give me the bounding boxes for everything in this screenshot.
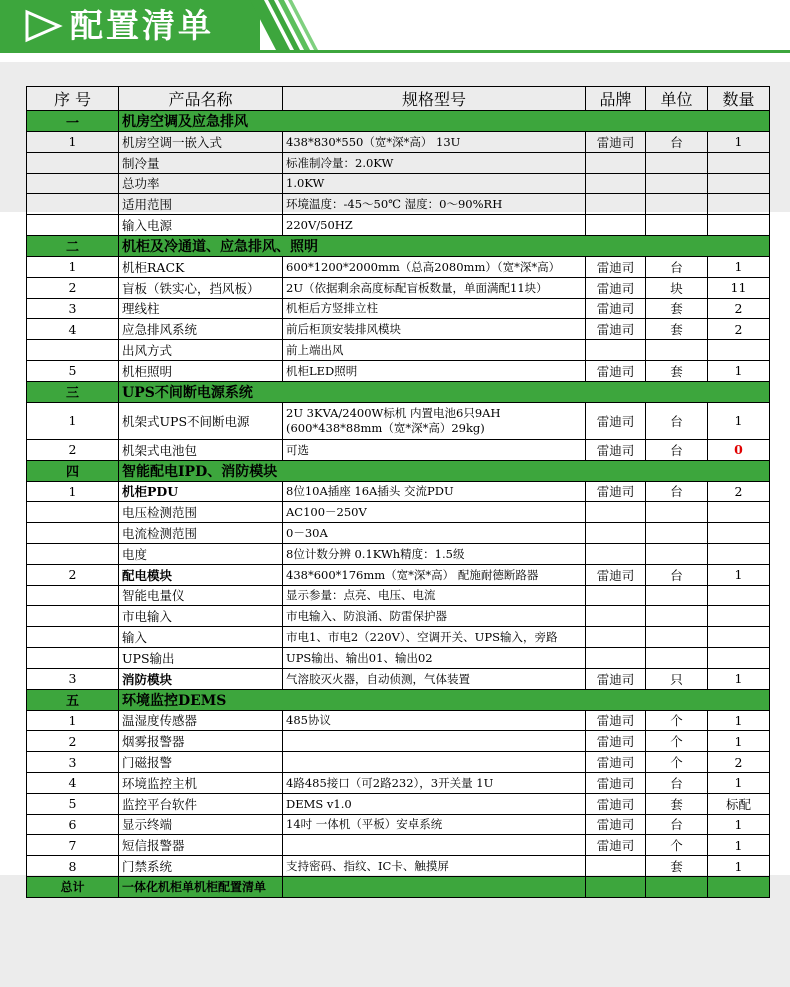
item-quantity: 1 [708,731,770,752]
item-brand: 雷迪司 [586,277,646,298]
item-spec: 机柜LED照明 [283,360,586,381]
item-quantity [708,647,770,668]
item-quantity: 1 [708,668,770,689]
table-row [27,277,770,298]
item-brand [586,856,646,877]
table-row [27,523,770,544]
item-number: 2 [27,439,119,460]
table-row [27,585,770,606]
table-row [27,298,770,319]
item-quantity [708,215,770,236]
table-row [27,710,770,731]
item-spec: 显示参量：点亮、电压、电流 [283,585,586,606]
item-spec: 气溶胶灭火器，自动侦测，气体装置 [283,668,586,689]
item-name: 智能电量仪 [119,585,283,606]
item-spec: 可选 [283,439,586,460]
header-cell-qty: 数量 [708,87,770,111]
item-name: 机柜PDU [119,481,283,502]
item-spec: 市电输入、防浪涌、防雷保护器 [283,606,586,627]
item-spec: 14吋 一体机（平板）安卓系统 [283,814,586,835]
item-unit: 台 [646,564,708,585]
item-quantity: 11 [708,277,770,298]
item-number: 3 [27,752,119,773]
item-number: 1 [27,256,119,277]
section-number: 三 [27,381,119,402]
item-name: 机柜照明 [119,360,283,381]
section-title: 环境监控DEMS [119,689,770,710]
item-brand [586,627,646,648]
item-quantity [708,606,770,627]
item-name: 电度 [119,543,283,564]
item-unit: 台 [646,402,708,439]
section-row [27,460,770,481]
total-empty-brand [586,876,646,897]
item-unit: 个 [646,731,708,752]
item-quantity: 1 [708,710,770,731]
item-unit: 台 [646,132,708,153]
table-row [27,132,770,153]
item-unit: 套 [646,360,708,381]
item-brand [586,152,646,173]
item-brand: 雷迪司 [586,256,646,277]
item-quantity: 1 [708,256,770,277]
item-unit [646,606,708,627]
item-spec: DEMS v1.0 [283,793,586,814]
item-name: 总功率 [119,173,283,194]
item-unit: 套 [646,793,708,814]
item-brand [586,647,646,668]
item-unit [646,173,708,194]
item-quantity: 1 [708,564,770,585]
header-cell-brand: 品牌 [586,87,646,111]
item-number: 1 [27,710,119,731]
item-name: 市电输入 [119,606,283,627]
item-number [27,585,119,606]
item-quantity: 2 [708,481,770,502]
header-cell-spec: 规格型号 [283,87,586,111]
item-spec: 前上端出风 [283,340,586,361]
item-name: 出风方式 [119,340,283,361]
total-label: 总计 [27,876,119,897]
table-row [27,502,770,523]
item-unit [646,627,708,648]
table-row [27,814,770,835]
item-number [27,340,119,361]
item-quantity [708,543,770,564]
item-quantity: 1 [708,360,770,381]
section-row [27,381,770,402]
item-unit: 台 [646,814,708,835]
item-spec: UPS输出、输出01、输出02 [283,647,586,668]
item-spec-line1: 2U 3KVA/2400W标机 内置电池6只9AH [286,405,501,420]
item-brand: 雷迪司 [586,668,646,689]
item-name: 电流检测范围 [119,523,283,544]
item-brand: 雷迪司 [586,710,646,731]
item-quantity [708,173,770,194]
table-row [27,647,770,668]
item-brand [586,585,646,606]
item-quantity: 1 [708,856,770,877]
item-quantity [708,627,770,648]
item-spec: 前后柜顶安装排风模块 [283,319,586,340]
item-number [27,606,119,627]
item-number [27,502,119,523]
item-name: 门磁报警 [119,752,283,773]
item-spec: 机柜后方竖排立柱 [283,298,586,319]
item-brand [586,543,646,564]
item-quantity: 2 [708,752,770,773]
item-brand: 雷迪司 [586,402,646,439]
item-quantity [708,340,770,361]
table-row [27,793,770,814]
page-title: 配置清单 [70,6,214,45]
total-empty-spec [283,876,586,897]
item-quantity [708,502,770,523]
header-underline [0,50,790,53]
item-brand: 雷迪司 [586,731,646,752]
item-name: 显示终端 [119,814,283,835]
item-brand [586,194,646,215]
item-brand: 雷迪司 [586,481,646,502]
section-number: 五 [27,689,119,710]
item-number [27,194,119,215]
table-row [27,402,770,439]
item-quantity: 标配 [708,793,770,814]
item-number: 7 [27,835,119,856]
table-header-row [27,87,770,111]
item-number: 4 [27,772,119,793]
item-spec [283,402,586,439]
item-brand: 雷迪司 [586,564,646,585]
item-brand [586,173,646,194]
item-quantity: 0 [708,439,770,460]
item-unit: 套 [646,319,708,340]
item-unit: 个 [646,835,708,856]
item-quantity: 1 [708,835,770,856]
item-brand: 雷迪司 [586,319,646,340]
item-brand [586,502,646,523]
item-brand [586,606,646,627]
table-row [27,752,770,773]
section-title: 机房空调及应急排风 [119,111,770,132]
item-number [27,627,119,648]
item-spec: 市电1、市电2（220V）、空调开关、UPS输入，旁路 [283,627,586,648]
item-unit: 台 [646,481,708,502]
item-number: 4 [27,319,119,340]
section-row [27,689,770,710]
item-name: 输入电源 [119,215,283,236]
item-unit: 台 [646,256,708,277]
item-spec: AC100－250V [283,502,586,523]
item-spec: 1.0KW [283,173,586,194]
table-row [27,627,770,648]
item-quantity [708,194,770,215]
item-number: 8 [27,856,119,877]
item-unit [646,523,708,544]
item-brand: 雷迪司 [586,752,646,773]
item-name: 输入 [119,627,283,648]
section-number: 二 [27,235,119,256]
table-row [27,668,770,689]
total-title: 一体化机柜单机柜配置清单 [119,876,283,897]
item-unit [646,502,708,523]
item-spec: 438*600*176mm（宽*深*高） 配施耐德断路器 [283,564,586,585]
item-spec: 0－30A [283,523,586,544]
item-brand [586,215,646,236]
item-number: 3 [27,298,119,319]
item-brand [586,523,646,544]
table-row [27,173,770,194]
item-unit: 个 [646,710,708,731]
item-spec: 8位计数分辨 0.1KWh精度：1.5级 [283,543,586,564]
item-quantity: 1 [708,402,770,439]
item-number: 1 [27,132,119,153]
item-spec: 485协议 [283,710,586,731]
item-unit [646,215,708,236]
item-quantity: 2 [708,298,770,319]
item-unit [646,340,708,361]
item-name: 电压检测范围 [119,502,283,523]
item-unit: 块 [646,277,708,298]
item-number: 2 [27,564,119,585]
item-quantity: 1 [708,132,770,153]
item-spec: 标准制冷量：2.0KW [283,152,586,173]
item-spec: 支持密码、指纹、IC卡、触摸屏 [283,856,586,877]
item-name: 机架式电池包 [119,439,283,460]
item-unit: 套 [646,856,708,877]
item-name: 监控平台软件 [119,793,283,814]
item-brand: 雷迪司 [586,793,646,814]
item-spec-line2: (600*438*88mm（宽*深*高）29kg) [286,420,485,435]
item-name: 短信报警器 [119,835,283,856]
item-brand: 雷迪司 [586,835,646,856]
item-quantity: 2 [708,319,770,340]
item-spec [283,835,586,856]
item-spec [283,731,586,752]
item-name: 理线柱 [119,298,283,319]
item-name: 机架式UPS不间断电源 [119,402,283,439]
item-name: 机柜RACK [119,256,283,277]
item-number: 3 [27,668,119,689]
item-brand: 雷迪司 [586,132,646,153]
item-spec: 2U（依据剩余高度标配盲板数量，单面满配11块） [283,277,586,298]
table-row [27,564,770,585]
item-brand: 雷迪司 [586,298,646,319]
item-spec: 环境温度：-45～50℃ 湿度：0～90%RH [283,194,586,215]
item-brand: 雷迪司 [586,772,646,793]
section-number: 四 [27,460,119,481]
table-row [27,856,770,877]
header-cell-unit: 单位 [646,87,708,111]
table-row [27,215,770,236]
item-quantity [708,152,770,173]
total-empty-unit [646,876,708,897]
table-row [27,152,770,173]
item-name: 配电模块 [119,564,283,585]
item-unit [646,647,708,668]
table-row [27,835,770,856]
item-number: 5 [27,793,119,814]
item-number [27,543,119,564]
table-row [27,319,770,340]
item-name: 制冷量 [119,152,283,173]
item-brand: 雷迪司 [586,814,646,835]
item-unit [646,194,708,215]
header-cell-name: 产品名称 [119,87,283,111]
item-number [27,215,119,236]
item-name: 消防模块 [119,668,283,689]
item-number: 5 [27,360,119,381]
item-name: 盲板（铁实心，挡风板） [119,277,283,298]
item-number: 6 [27,814,119,835]
item-quantity [708,523,770,544]
item-unit: 个 [646,752,708,773]
table-row [27,360,770,381]
item-number [27,152,119,173]
item-name: 应急排风系统 [119,319,283,340]
item-name: 环境监控主机 [119,772,283,793]
item-spec [283,752,586,773]
item-number [27,647,119,668]
section-title: 机柜及冷通道、应急排风、照明 [119,235,770,256]
table-row [27,340,770,361]
item-number: 2 [27,277,119,298]
item-unit: 只 [646,668,708,689]
table-row [27,772,770,793]
total-row [27,876,770,897]
item-number [27,173,119,194]
item-spec: 8位10A插座 16A插头 交流PDU [283,481,586,502]
item-unit [646,585,708,606]
item-name: 适用范围 [119,194,283,215]
item-name: UPS输出 [119,647,283,668]
item-name: 烟雾报警器 [119,731,283,752]
item-spec: 600*1200*2000mm（总高2080mm）（宽*深*高） [283,256,586,277]
config-table [26,86,770,898]
item-quantity [708,585,770,606]
total-empty-qty [708,876,770,897]
item-number: 1 [27,481,119,502]
item-name: 温湿度传感器 [119,710,283,731]
item-brand: 雷迪司 [586,439,646,460]
item-brand [586,340,646,361]
item-spec: 438*830*550（宽*深*高） 13U [283,132,586,153]
table-row [27,731,770,752]
play-triangle-icon [24,9,64,43]
item-spec: 4路485接口（可2路232），3开关量 1U [283,772,586,793]
header-cell-no: 序 号 [27,87,119,111]
item-unit: 台 [646,772,708,793]
item-number [27,523,119,544]
section-row [27,111,770,132]
section-title: UPS不间断电源系统 [119,381,770,402]
item-unit [646,152,708,173]
item-quantity: 1 [708,772,770,793]
item-number: 2 [27,731,119,752]
table-row [27,439,770,460]
table-row [27,543,770,564]
item-name: 门禁系统 [119,856,283,877]
item-unit [646,543,708,564]
stripes-decoration [250,0,340,50]
table-row [27,194,770,215]
section-row [27,235,770,256]
item-quantity: 1 [708,814,770,835]
section-number: 一 [27,111,119,132]
section-title: 智能配电IPD、消防模块 [119,460,770,481]
item-unit: 台 [646,439,708,460]
table-row [27,606,770,627]
item-spec: 220V/50HZ [283,215,586,236]
table-row [27,481,770,502]
item-number: 1 [27,402,119,439]
item-unit: 套 [646,298,708,319]
item-name: 机房空调一嵌入式 [119,132,283,153]
item-brand: 雷迪司 [586,360,646,381]
table-row [27,256,770,277]
